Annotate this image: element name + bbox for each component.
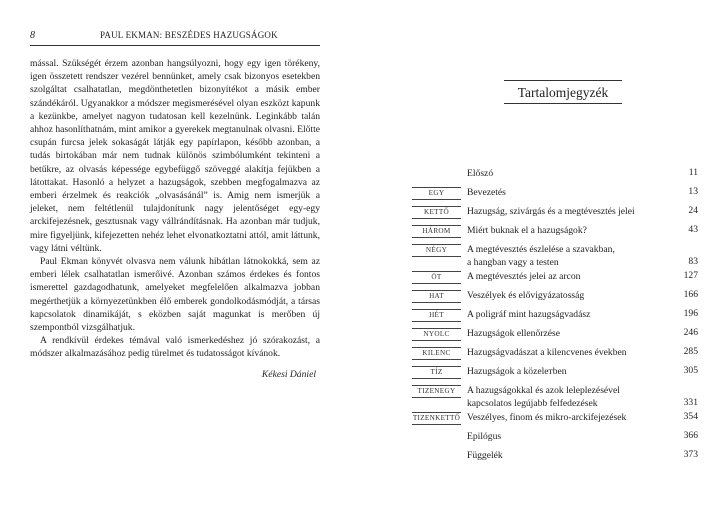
chapter-title [467,365,657,378]
chapter-title [467,167,657,180]
chapter-page-number: 305 [683,365,698,376]
chapter-title-line: Bevezetés [467,187,506,198]
chapter-title-line: Hazugságok a közelетben [467,366,567,377]
chapter-page-number: 331 [683,397,698,408]
chapter-title-line: A megtévesztés észlelése a szavakban, [467,244,615,255]
chapter-label: TÍZ [412,366,461,379]
chapter-title [467,308,657,321]
chapter-label: KILENC [412,347,461,360]
chapter-title-line: Epilógus [467,431,502,442]
chapter-label: HÁROM [412,225,461,238]
paragraph: A rendkívül érdekes témával való ismerkedéshez jó szórakozást, a módszer alkalmazásához pedig türelmet és tudatosságot kívánok. [30,335,320,360]
chapter-label: TIZENKETTŐ [412,412,461,425]
chapter-title [467,346,657,359]
chapter-page-number: 354 [683,411,698,422]
chapter-title-line: Hazugságok ellenőrzése [467,328,560,339]
chapter-label: ÖT [412,271,461,284]
chapter-title-line: Veszélyek és elővigyázatosság [467,290,585,301]
chapter-title [467,243,657,269]
chapter-label: HÉT [412,309,461,322]
chapter-label: NÉGY [412,244,461,257]
header-rule [30,45,320,46]
chapter-page-number: 127 [683,270,698,281]
chapter-title [467,430,657,443]
chapter-page-number: 285 [683,346,698,357]
chapter-title-line: kapcsolatos legújabb felfedezések [467,398,598,410]
chapter-title-line: Hazugság, szivárgás és a megtévesztés jelei [467,206,635,217]
chapter-page-number: 43 [688,224,698,235]
title-rule-bottom [504,103,622,104]
signature: Kékesi Dániel [261,368,316,380]
toc-title: Tartalomjegyzék [517,85,609,100]
chapter-title [467,205,657,218]
chapter-page-number: 83 [688,256,698,267]
chapter-title [467,186,657,199]
chapter-title [467,384,657,410]
running-head: PAUL EKMAN: BESZÉDES HAZUGSÁGOK [100,30,278,40]
chapter-title-line: A megtévesztés jelei az arcon [467,271,581,282]
chapter-title [467,411,657,424]
chapter-label: EGY [412,187,461,200]
chapter-page-number: 24 [688,205,698,216]
paragraph: Paul Ekman könyvét olvasva nem válunk hibátlan látnokokká, sem az emberi lélek csalhatatlan ismerőivé. Azonban számos érdekes és fontos ismerettel gazdagodhatunk, amelyeket megfelelően alkalmazva jobban megérthetjük a környezetünkben élő emberek gondolkodásmódját, a társas kapcsolatok dinamikáját, s eközben saját magunkat is merőben új szempontból vizsgálhatjuk. [30,256,320,334]
chapter-title-line: A hazugságokkal és azok leleplezésével [467,385,620,396]
chapter-title [467,449,657,462]
chapter-title-line: Előszó [467,168,494,179]
chapter-page-number: 246 [683,327,698,338]
chapter-title [467,270,657,283]
chapter-title [467,289,657,302]
chapter-label: TIZENEGY [412,385,461,398]
chapter-page-number: 366 [683,430,698,441]
body-text [30,57,320,361]
chapter-title-line: Függelék [467,450,503,461]
running-header [30,30,320,41]
chapter-page-number: 11 [688,167,698,178]
chapter-label: HAT [412,290,461,303]
chapter-title [467,327,657,340]
chapter-title-line: a hangban vagy a testen [467,257,559,269]
chapter-title-line: Hazugságvadászat a kilencvenes években [467,347,627,358]
paragraph: mással. Szükségét érzem azonban hangsúlyozni, hogy egy igen törékeny, igen összetett rendszer vezérel bennünket, amely csak bizonyos esetekben szolgáltat csalhatatlan, megdönthetetlen bizonyítékot a másik ember szándékáról. Ugyanakkor a módszer megismerésével olyan eszközt kapunk a kezünkbe, amelyet nagyon tudatosan kell kezelnünk. Leginkább talán ahhoz hasonlíthatnám, mint amikor a gyerekek megtanulnak olvasni. Előtte csupán furcsa jelek sokaságát látják egy papírlapon, később azonban, a tudás birtokában már nem tudnak különös szimbólumként tekinteni a betűkre, az olvasás képessége egybefüggő szöveggé alakítja fejükben a látottakat. Hasonló a helyzet a hazugságok, szebben megfogalmazva az emberi érzelmek és reakciók „olvasásánál” is. Amig nem ismerjük a jeleket, nem feltétlenül tulajdonítunk nagy jelentőséget egy-egy arckifejezésnek, gesztusnak vagy vállrándításnak. Ha azonban már tudjuk, mire figyeljünk, kifejezetten nehéz lehet elvonatkoztatni attól, amit láttunk, vagy látni véltünk. [30,58,320,254]
chapter-title-line: Miért buknak el a hazugságok? [467,225,587,236]
left-page [30,30,320,380]
chapter-title-line: A poligráf mint hazugságvadász [467,309,591,320]
chapter-label: KETTŐ [412,206,461,219]
page-number: 8 [30,30,36,41]
chapter-title-line: Veszélyes, finom és mikro-arckifejezések [467,412,627,423]
chapter-page-number: 13 [688,186,698,197]
chapter-page-number: 373 [683,449,698,460]
chapter-page-number: 166 [683,289,698,300]
chapter-label: NYOLC [412,328,461,341]
chapter-title [467,224,657,237]
title-rule-top [504,80,622,81]
chapter-page-number: 196 [683,308,698,319]
